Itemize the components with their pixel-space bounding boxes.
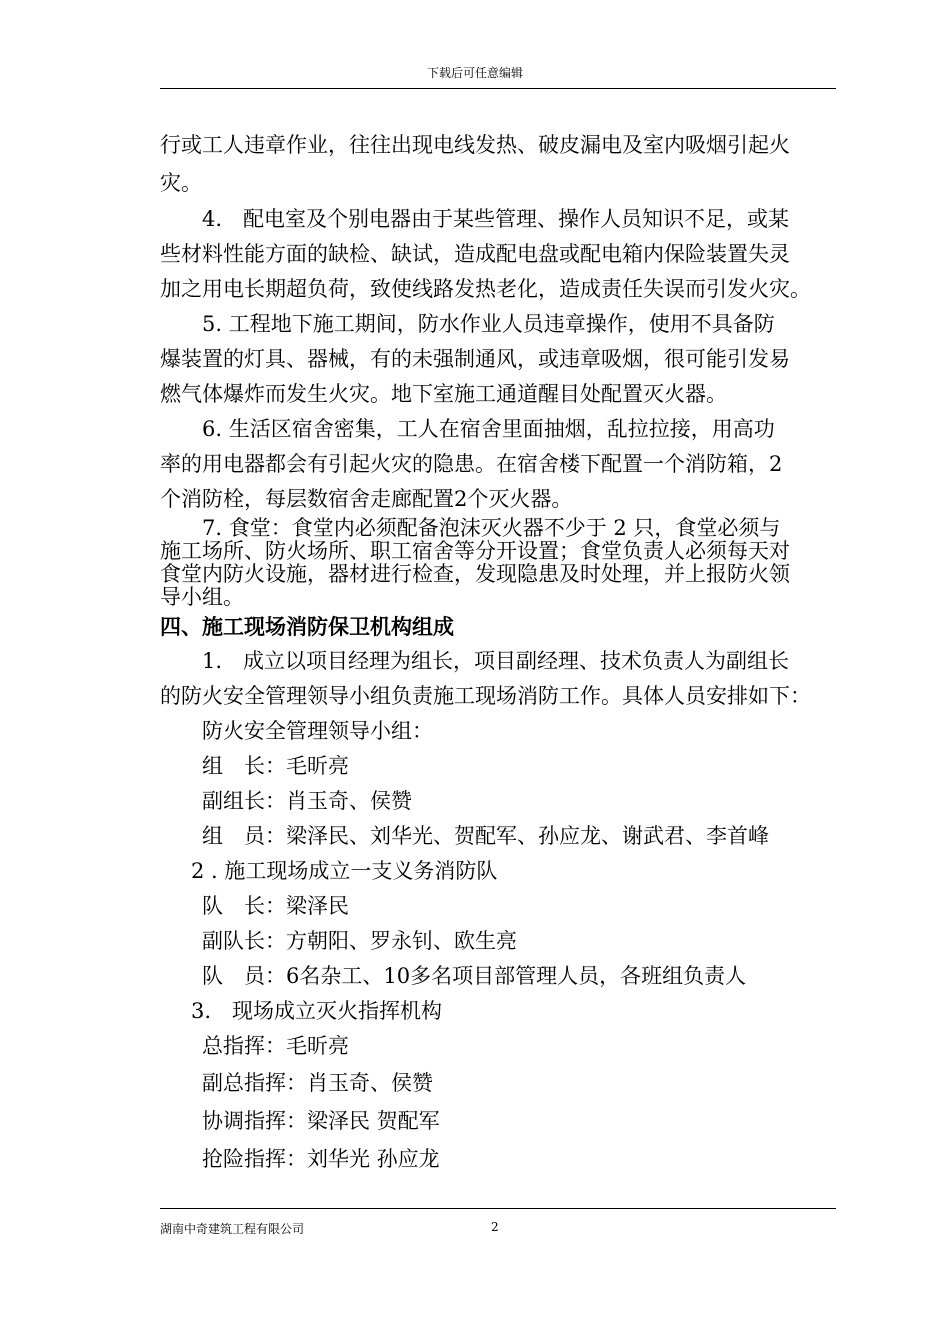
list-line: 副队长：方朝阳、罗永钊、欧生亮: [202, 929, 517, 953]
list-line: 组 长：毛昕亮: [202, 754, 349, 778]
header-rule: [160, 88, 836, 89]
list-line: 副组长：肖玉奇、侯赞: [202, 789, 412, 813]
list-line: 3. 现场成立灭火指挥机构: [191, 999, 443, 1023]
list-line: 抢险指挥：刘华光 孙应龙: [202, 1147, 440, 1171]
section-heading: 四、施工现场消防保卫机构组成: [160, 614, 454, 639]
paragraph-line: 燃气体爆炸而发生火灾。地下室施工通道醒目处配置灭火器。: [160, 382, 727, 406]
paragraph-line: 些材料性能方面的缺检、缺试，造成配电盘或配电箱内保险装置失灵: [160, 242, 790, 266]
paragraph-line: 1. 成立以项目经理为组长，项目副经理、技术负责人为副组长: [202, 649, 790, 673]
paragraph-line: 4. 配电室及个别电器由于某些管理、操作人员知识不足，或某: [202, 207, 790, 231]
paragraph-line: 食堂内防火设施，器材进行检查，发现隐患及时处理，并上报防火领: [160, 562, 790, 586]
paragraph-line: 灾。: [160, 171, 202, 195]
list-line: 防火安全管理领导小组：: [202, 719, 433, 743]
list-line: 队 员：6名杂工、10多名项目部管理人员，各班组负责人: [202, 964, 747, 988]
paragraph-line: 行或工人违章作业，往往出现电线发热、破皮漏电及室内吸烟引起火: [160, 133, 790, 157]
list-line: 组 员：梁泽民、刘华光、贺配军、孙应龙、谢武君、李首峰: [202, 824, 769, 848]
document-body: [160, 126, 850, 1178]
paragraph-line: 的防火安全管理领导小组负责施工现场消防工作。具体人员安排如下：: [160, 684, 811, 708]
paragraph-line: 爆装置的灯具、器械，有的未强制通风，或违章吸烟，很可能引发易: [160, 347, 790, 371]
paragraph-line: 加之用电长期超负荷，致使线路发热老化，造成责任失误而引发火灾。: [160, 277, 811, 301]
paragraph-line: 率的用电器都会有引起火灾的隐患。在宿舍楼下配置一个消防箱，2: [160, 452, 783, 476]
list-line: 2 . 施工现场成立一支义务消防队: [191, 859, 498, 883]
list-line: 总指挥：毛昕亮: [202, 1034, 349, 1058]
footer-company: 湖南中奇建筑工程有限公司: [160, 1222, 305, 1236]
paragraph-line: 7. 食堂：食堂内必须配备泡沫灭火器不少于 2 只，食堂必须与: [202, 516, 781, 540]
page-number: 2: [491, 1220, 499, 1234]
paragraph-line: 5. 工程地下施工期间，防水作业人员违章操作，使用不具备防: [202, 312, 775, 336]
footer-rule: [160, 1208, 836, 1209]
list-line: 队 长：梁泽民: [202, 894, 349, 918]
paragraph-line: 6. 生活区宿舍密集，工人在宿舍里面抽烟，乱拉拉接，用高功: [202, 417, 775, 441]
list-line: 协调指挥：梁泽民 贺配军: [202, 1109, 440, 1133]
paragraph-line: 导小组。: [160, 585, 244, 609]
paragraph-line: 个消防栓，每层数宿舍走廊配置2个灭火器。: [160, 487, 573, 511]
page-header: 下载后可任意编辑: [426, 66, 523, 80]
paragraph-line: 施工场所、防火场所、职工宿舍等分开设置；食堂负责人必须每天对: [160, 539, 790, 563]
list-line: 副总指挥：肖玉奇、侯赞: [202, 1071, 433, 1095]
